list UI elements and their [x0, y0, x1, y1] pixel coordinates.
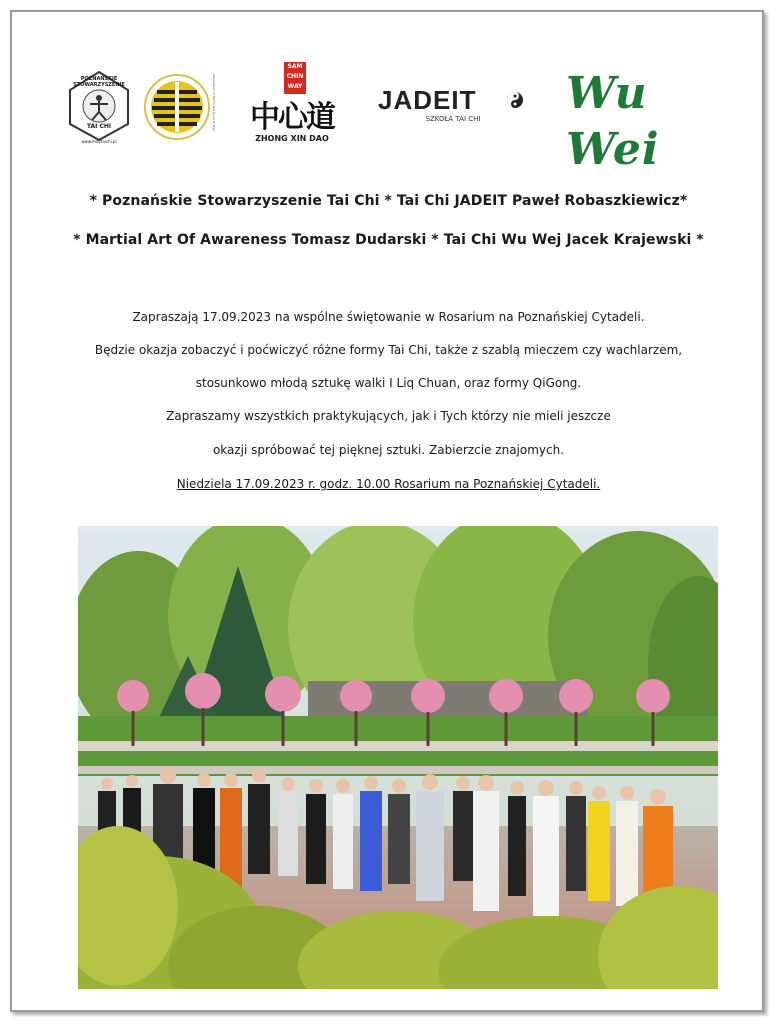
logo-row [62, 62, 722, 175]
event-date-location: Niedziela 17.09.2023 r. godz. 10.00 Rosarium na Poznańskiej Cytadeli. [176, 477, 601, 491]
jadeit-logo [378, 86, 528, 126]
wu-wei-logo: Wu Wei [566, 68, 660, 175]
organizers-line-1: * Poznańskie Stowarzyszenie Tai Chi * Tai Chi JADEIT Paweł Robaszkiewicz* [89, 193, 688, 209]
pst-logo [66, 70, 132, 146]
invitation-line-3: stosunkowo młodą sztukę walki I Liq Chuan, oraz formy QiGong. [195, 376, 582, 390]
zhong-xin-dao-logo [244, 62, 340, 150]
chinese-association-text: Association of TaiChi and Kung Fu Dao [212, 74, 216, 132]
park-tai-chi-scene [78, 526, 718, 989]
pst-ring-text: POZNAŃSKIE STOWARZYSZENIE [73, 76, 125, 88]
pst-bottom-text: TAI CHI [86, 123, 112, 130]
sam-chin-way-badge [284, 62, 306, 94]
jadeit-subtitle: SZKOŁA TAI CHI [425, 115, 481, 123]
invitation-line-5: okazji spróbować tej pięknej sztuki. Zabierzcie znajomych. [212, 443, 565, 457]
jadeit-title: JADEIT [378, 85, 477, 115]
invitation-line-1: Zapraszają 17.09.2023 na wspólne świętowanie w Rosarium na Poznańskiej Cytadeli. [132, 310, 645, 324]
invitation-line-4: Zapraszamy wszystkich praktykujących, jak i Tych którzy nie mieli jeszcze [166, 409, 611, 423]
zhong-xin-dao-text: ZHONG XIN DAO [255, 134, 329, 143]
badge-line-1: SAM [287, 63, 303, 70]
zhong-hanzi: 中心道 [250, 100, 334, 135]
yin-yang-icon [506, 91, 524, 109]
invitation-line-2: Będzie okazja zobaczyć i poćwiczyć różne formy Tai Chi, także z szablą mieczem czy wachlarzem, [94, 343, 683, 357]
badge-line-3: WAY [287, 83, 303, 90]
pst-url: www.moytaichi.pl [81, 139, 117, 144]
badge-line-2: CHIN [286, 73, 304, 80]
chinese-association-graphic [142, 72, 212, 142]
organizers-line-2: * Martial Art Of Awareness Tomasz Dudarski * Tai Chi Wu Wej Jacek Krajewski * [73, 232, 704, 248]
group-photo [78, 526, 718, 989]
chinese-association-logo [142, 72, 216, 142]
